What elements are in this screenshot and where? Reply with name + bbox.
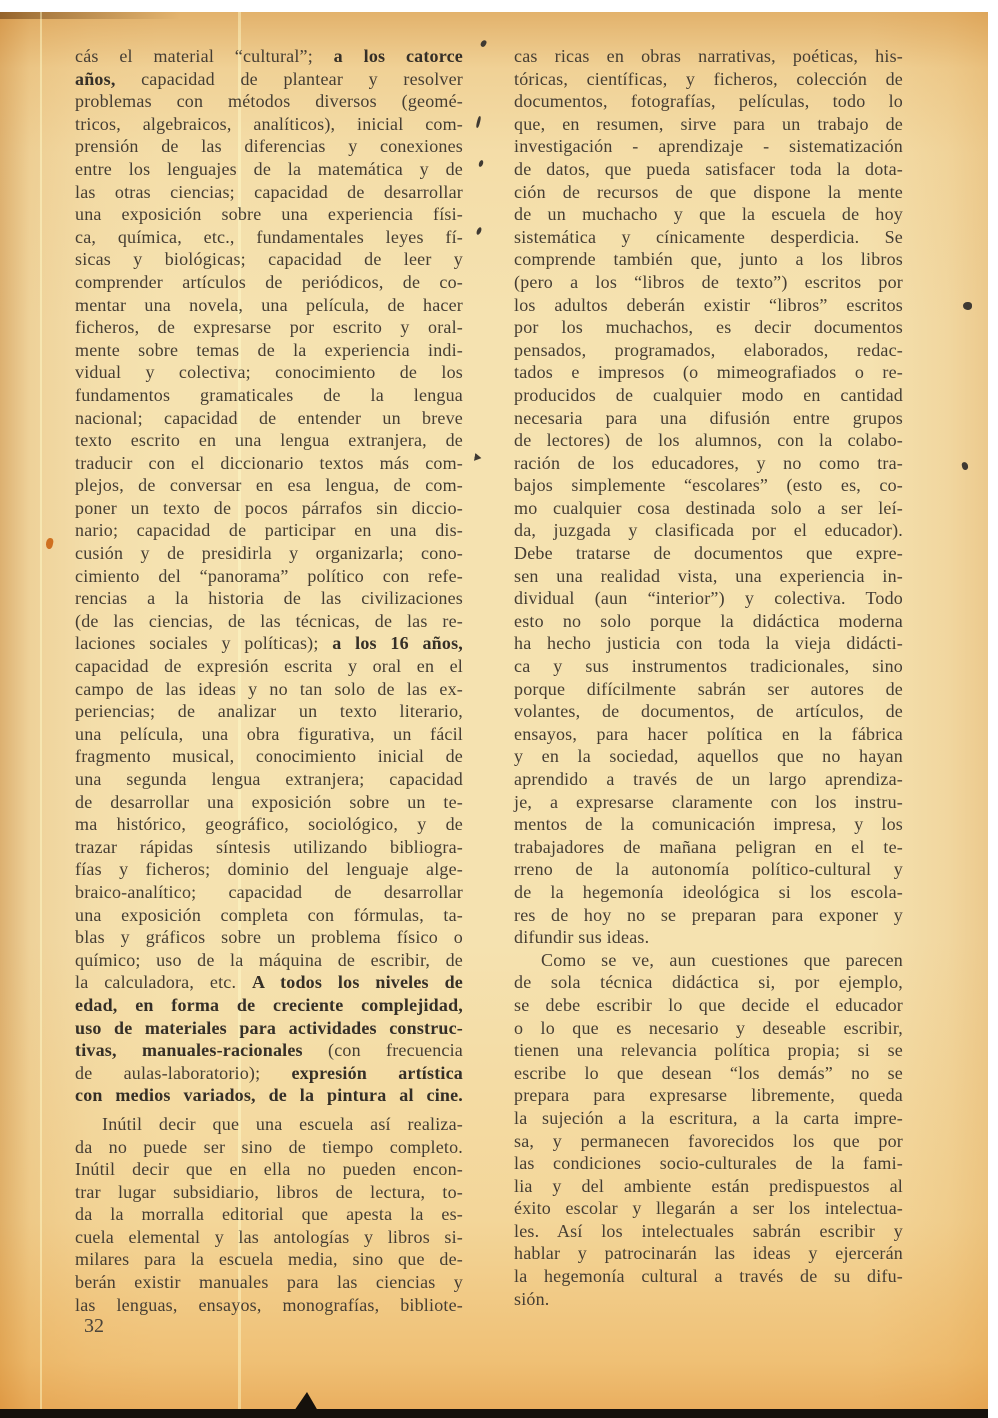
text-line: (pero a los “libros de texto”) escritos por [514,271,903,292]
text-line: prensión de las diferencias y conexiones [75,136,463,157]
text-line: periencias; de analizar un texto literario, [75,701,463,722]
left-text-column [75,45,463,1316]
text-line: sión. [514,1288,550,1309]
text-line: de datos, que pueda satisfacer toda la dota- [514,158,903,179]
text-line: la sujeción a la escritura, a la carta impre- [514,1107,903,1128]
text-line: pensados, programados, elaborados, redac- [514,339,903,360]
text-line: que, en resumen, sirve para un trabajo de [514,113,903,134]
text-line: vidual y colectiva; conocimiento de los [75,362,463,383]
text-line: necesaria para una difusión entre grupos [514,407,903,428]
paper-fold-line [40,12,42,1418]
text-line: uso de materiales para actividades construc- [75,1017,463,1038]
text-line: trazar rápidas síntesis utilizando bibliogra- [75,836,463,857]
text-line: de aulas-laboratorio); expresión artística [75,1062,463,1083]
text-line: sa, y permanecen favorecidos los que por [514,1130,903,1151]
text-line: producidos de cualquier modo en cantidad [514,384,903,405]
text-line: la calculadora, etc. A todos los niveles de [75,972,463,993]
text-line: una película, una obra figurativa, un fácil [75,723,463,744]
text-line: problemas con métodos diversos (geomé- [75,91,463,112]
text-line: de un muchacho y que la escuela de hoy [514,204,903,225]
text-line: poner un texto de pocos párrafos sin diccio- [75,497,463,518]
text-line: porque difícilmente sabrán ser autores de [514,678,903,699]
text-line: investigación - aprendizaje - sistematización [514,136,903,157]
text-line: las lenguas, ensayos, monografías, bibliote- [75,1294,463,1315]
text-line: con medios variados, de la pintura al cine. [75,1085,463,1106]
text-line: da la morralla editorial que apesta la es- [75,1204,463,1225]
text-line: capacidad de expresión escrita y oral en el [75,656,463,677]
text-line: de desarrollar una exposición sobre un te- [75,791,463,812]
ink-speck [480,39,488,48]
ink-speck [478,160,484,168]
text-line: cimiento del “panorama” político con refe- [75,565,463,586]
text-line: ficheros, de expresarse por escrito y oral- [75,317,463,338]
ink-speck [476,227,483,236]
text-line: nario; capacidad de participar en una dis- [75,520,463,541]
ink-speck [963,302,972,310]
text-line: texto escrito en una lengua extranjera, de [75,430,463,451]
text-line: je, a expresarse claramente con los instru- [514,791,903,812]
text-line: lia y del ambiente están predispuestos al [514,1175,903,1196]
text-line: las condiciones socio-culturales de la fami- [514,1153,903,1174]
text-line: edad, en forma de creciente complejidad, [75,994,463,1015]
text-line: prepara para expresarse libremente, queda [514,1085,903,1106]
text-line: esto no solo porque la didáctica moderna [514,610,903,631]
text-line: cusión y de presidirla y organizarla; cono- [75,543,463,564]
text-line: por los muchachos, es decir documentos [514,317,903,338]
text-line: las otras ciencias; capacidad de desarrollar [75,181,463,202]
text-line: comprender artículos de periódicos, de co- [75,271,463,292]
text-line: fragmento musical, conocimiento inicial de [75,746,463,767]
text-line: berán existir manuales para las ciencias y [75,1272,463,1293]
text-line: les. Así los intelectuales sabrán escribir y [514,1220,903,1241]
ink-speck [45,537,54,549]
text-line: fundamentos gramaticales de la lengua [75,384,463,405]
text-line: blas y gráficos sobre un problema físico o [75,927,463,948]
text-line: mentar una novela, una película, de hacer [75,294,463,315]
text-line: una exposición completa con fórmulas, ta- [75,904,463,925]
text-line: traducir con el diccionario textos más com- [75,452,463,473]
text-line: laciones sociales y políticas); a los 16 años, [75,633,463,654]
text-line: hablar y patrocinarán las ideas y ejercerán [514,1243,903,1264]
text-line: braico-analítico; capacidad de desarrollar [75,881,463,902]
text-line: res de hoy no se preparan para exponer y [514,904,903,925]
text-line: tados e impresos (o mimeografiados o re- [514,362,903,383]
text-line: de sola técnica didáctica si, por ejemplo, [514,972,903,993]
page-number: 32 [84,1315,104,1337]
text-line: mo cualquier cosa destinada solo a ser leí- [514,497,903,518]
text-line: ción de recursos de que dispone la mente [514,181,903,202]
text-line: sen una realidad vista, una experiencia in- [514,565,903,586]
text-line: Inútil decir que una escuela así realiza- [102,1113,463,1134]
text-line: nacional; capacidad de entender un breve [75,407,463,428]
text-line: tienen una relevancia política propia; si se [514,1040,903,1061]
text-line: ensayos, para hacer política en la fábrica [514,723,903,744]
text-line: Debe tratarse de documentos que expre- [514,543,903,564]
text-line: la hegemonía cultural a través de su difu- [514,1266,903,1287]
text-line: volantes, de documentos, de artículos, de [514,701,903,722]
text-line: una exposición sobre una experiencia físi- [75,204,463,225]
text-line: de la hegemonía ideológica si los escola- [514,881,903,902]
text-line: ca y sus instrumentos tradicionales, sino [514,656,903,677]
text-line: Inútil decir que en ella no pueden encon- [75,1159,463,1180]
text-line: químico; uso de la máquina de escribir, de [75,949,463,970]
text-line: rencias a la historia de las civilizaciones [75,588,463,609]
text-line: da no puede ser sino de tiempo completo. [75,1136,463,1157]
text-line: los adultos deberán existir “libros” escritos [514,294,903,315]
text-line: años, capacidad de plantear y resolver [75,68,463,89]
text-line: sicas y biológicas; capacidad de leer y [75,249,463,270]
scan-edge-bar [0,1409,988,1418]
text-line: milares para la escuela media, sino que de- [75,1249,463,1270]
ink-speck [474,453,482,462]
text-line: tivas, manuales-racionales (con frecuencia [75,1040,463,1061]
text-line: rreno de la autonomía político-cultural y [514,859,903,880]
text-line: o lo que es necesario y deseable escribir, [514,1017,903,1038]
text-line: tóricas, científicas, y ficheros, colección de [514,68,903,89]
text-line: dividual (aun “interior”) y colectiva. Todo [514,588,903,609]
text-line: de lectores) de los alumnos, con la colabo- [514,430,903,451]
text-line: trabajadores de mañana peligran en el te- [514,836,903,857]
text-line: y en la sociedad, aquellos que no hayan [514,746,903,767]
right-text-column [514,45,903,1310]
ink-speck [961,462,968,471]
scan-edge-shadow [0,12,180,19]
text-line: plejos, de conversar en esa lengua, de com- [75,475,463,496]
text-line: da, juzgada y clasificada por el educador). [514,520,903,541]
text-line: se debe escribir lo que decide el educador [514,994,903,1015]
ink-speck [476,116,482,128]
text-line: entre los lenguajes de la matemática y de [75,158,463,179]
text-line: difundir sus ideas. [514,927,650,948]
text-line: campo de las ideas y no tan solo de las ex- [75,678,463,699]
text-line: documentos, fotografías, películas, todo lo [514,91,903,112]
text-line: fías y ficheros; dominio del lenguaje alge- [75,859,463,880]
text-line: mentos de la comunicación impresa, y los [514,814,903,835]
text-line: sistemática y cínicamente desperdicia. Se [514,226,903,247]
text-line: cas ricas en obras narrativas, poéticas, his- [514,46,903,66]
text-line: (de las ciencias, de las técnicas, de las re- [75,610,463,631]
text-line: tricos, algebraicos, analíticos), inicial com- [75,113,463,134]
text-line: mente sobre temas de la experiencia indi- [75,339,463,360]
text-line: ha hecho justicia con toda la vieja didácti- [514,633,903,654]
book-page-scan [0,12,988,1418]
text-line: ca, química, etc., fundamentales leyes fí- [75,226,463,247]
text-line: ración de los educadores, y no como tra- [514,452,903,473]
text-line: cuela elemental y las antologías y libros si- [75,1226,463,1247]
text-line: éxito escolar y llegarán a ser los intelectua- [514,1198,903,1219]
text-line: aprendido a través de un largo aprendiza- [514,769,903,789]
text-line: ma histórico, geográfico, sociológico, y de [75,814,463,835]
text-line: una segunda lengua extranjera; capacidad [75,769,463,789]
text-line: Como se ve, aun cuestiones que parecen [541,949,903,970]
text-line: escribe lo que desean “los demás” no se [514,1062,903,1083]
text-line: cás el material “cultural”; a los catorce [75,46,463,66]
text-line: trar lugar subsidiario, libros de lectura, to- [75,1181,463,1202]
text-line: bajos simplemente “escolares” (esto es, co- [514,475,903,496]
text-line: comprende también que, junto a los libros [514,249,903,270]
